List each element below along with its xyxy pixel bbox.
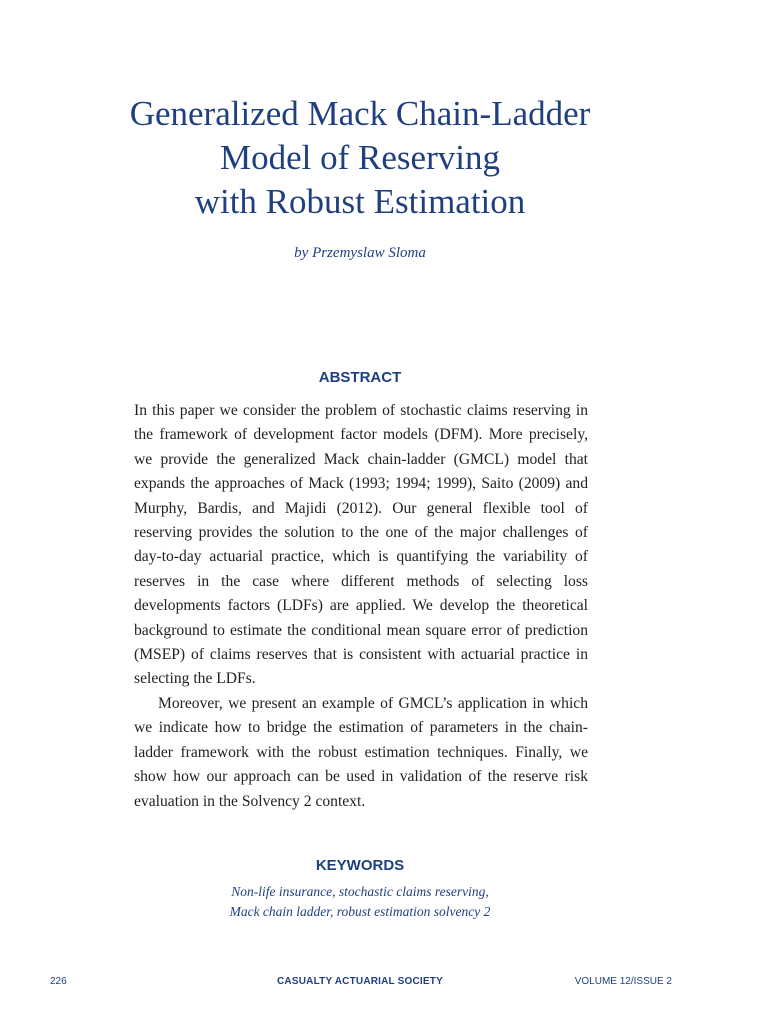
page-footer — [0, 976, 768, 992]
abstract-paragraph: Moreover, we present an example of GMCL’s application in which we indicate how to bridge the estimation of parameters in the chain-ladder framework with the robust estimation techniques. Finally, we show how our approach can be used in validation of the reserve risk evaluation in the Solvency 2 context. — [134, 694, 588, 810]
keywords-line: Non-life insurance, stochastic claims reserving, — [231, 884, 489, 899]
page-number: 226 — [50, 976, 67, 987]
volume-issue: VOLUME 12/ISSUE 2 — [574, 976, 672, 987]
title-line: with Robust Estimation — [194, 182, 526, 221]
abstract-paragraph: In this paper we consider the problem of stochastic claims reserving in the framework of development factor models (DFM). More precisely, we provide the generalized Mack chain-ladder (GMCL) model that expands the approaches of Mack (1993; 1994; 1999), Saito (2009) and Murphy, Bardis, and Majidi (2012). Our general flexible tool of reserving provides the solution to the one of the major challenges of day-to-day actuarial practice, which is quantifying the variability of reserves in the case where different methods of selecting loss developments factors (LDFs) are applied. We develop the theoretical background to estimate the conditional mean square error of prediction (MSEP) of claims reserves that is consistent with actuarial practice in selecting the LDFs. — [134, 402, 588, 688]
journal-name: CASUALTY ACTUARIAL SOCIETY — [277, 976, 443, 987]
keywords-list — [0, 882, 720, 922]
abstract-heading: ABSTRACT — [318, 369, 402, 386]
title-line: Generalized Mack Chain-Ladder — [129, 94, 591, 133]
abstract-body — [134, 399, 588, 814]
title-line: Model of Reserving — [220, 138, 500, 177]
keywords-heading: KEYWORDS — [315, 857, 405, 874]
author-byline: by Przemyslaw Sloma — [294, 245, 426, 261]
keywords-line: Mack chain ladder, robust estimation solvency 2 — [229, 904, 491, 919]
paper-title — [0, 92, 720, 224]
